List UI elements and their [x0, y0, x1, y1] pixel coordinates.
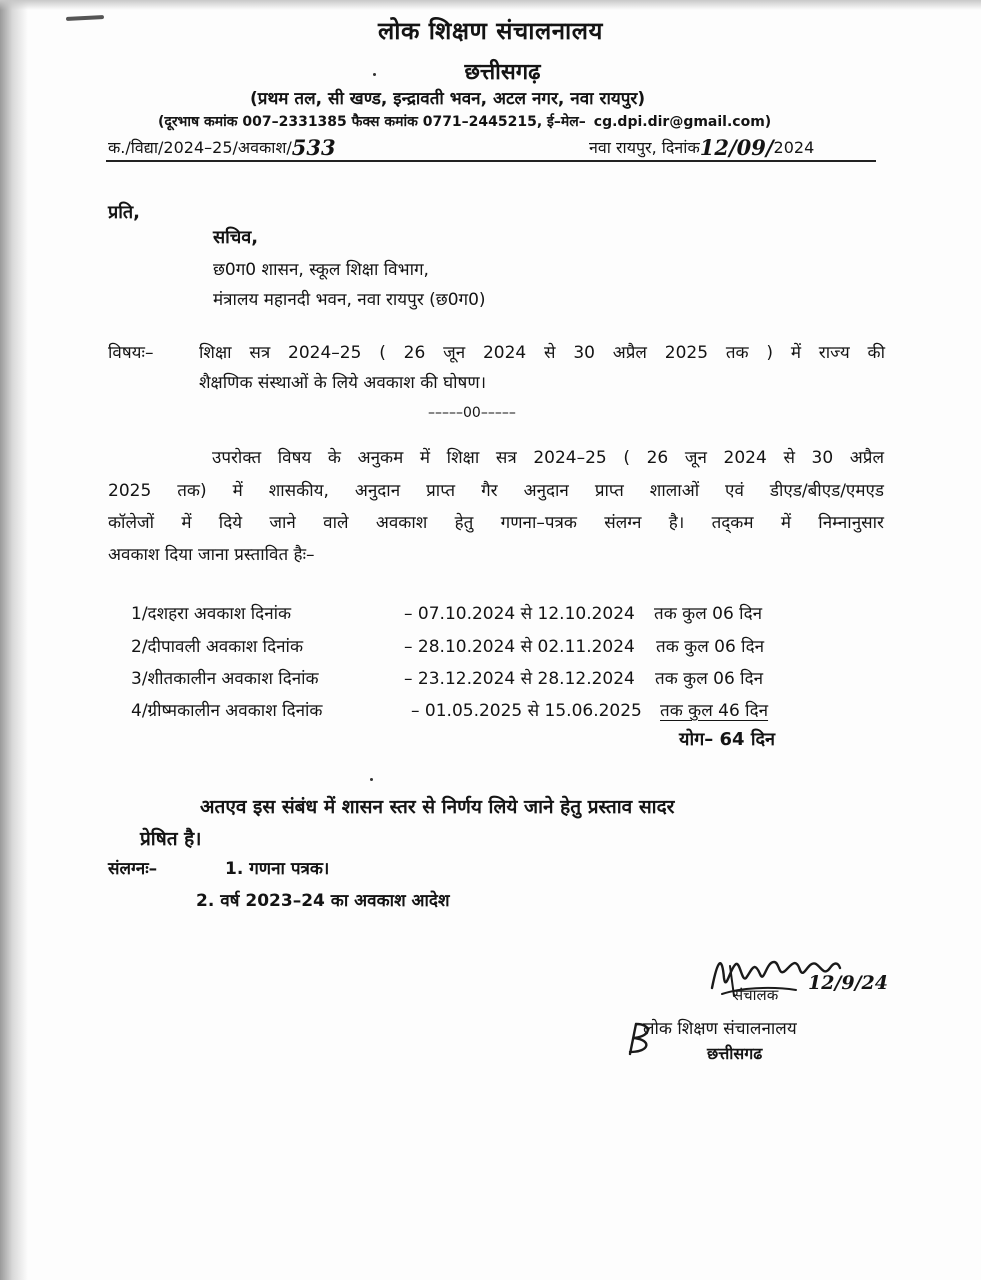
- handwritten-number: 533: [291, 135, 336, 160]
- body-line-1: उपरोक्त विषय के अनुकम में शिक्षा सत्र 2024–25 ( 26 जून 2024 से 30 अप्रैल: [212, 448, 884, 468]
- phone-fax: (दूरभाष कमांक 007–2331385 फैक्स कमांक 0771–2445215, ई–मेल–: [158, 114, 586, 130]
- header-rule: [106, 160, 876, 162]
- holiday-label: 3/शीतकालीन अवकाश दिनांक: [131, 669, 319, 689]
- holiday-range: – 28.10.2024 से 02.11.2024: [404, 637, 635, 657]
- place-date-prefix: नवा रायपुर, दिनांक: [589, 138, 700, 157]
- reference-number: [108, 135, 336, 160]
- closing-line-1: अतएव इस संबंध में शासन स्तर से निर्णय लिये जाने हेतु प्रस्ताव सादर: [200, 796, 675, 818]
- signature-date: 12/9/24: [808, 972, 888, 994]
- separator: –––––00–––––: [428, 405, 516, 421]
- recipient-department: छ0ग0 शासन, स्कूल शिक्षा विभाग,: [213, 260, 429, 280]
- handwritten-date: 12/09/: [699, 135, 774, 160]
- ink-dot: [370, 778, 373, 781]
- closing-line-2: प्रेषित है।: [140, 828, 202, 850]
- holiday-days: तक कुल 46 दिन: [660, 701, 769, 721]
- holiday-label: 1/दशहरा अवकाश दिनांक: [131, 604, 292, 624]
- enclosure-label: संलग्नः–: [108, 859, 158, 879]
- holiday-range: – 01.05.2025 से 15.06.2025: [411, 701, 642, 721]
- state-name: छत्तीसगढ़: [464, 60, 541, 85]
- body-line-3: कॉलेजों में दिये जाने वाले अवकाश हेतु गणना–पत्रक संलग्न है। तद्कम में निम्नानुसार: [108, 513, 884, 533]
- enclosure-item: 2. वर्ष 2023–24 का अवकाश आदेश: [196, 891, 450, 911]
- holiday-label: 4/ग्रीष्मकालीन अवकाश दिनांक: [131, 701, 323, 721]
- office-title: लोक शिक्षण संचालनालय: [378, 17, 603, 45]
- to-label: प्रति,: [108, 202, 141, 223]
- holiday-label: 2/दीपावली अवकाश दिनांक: [131, 637, 304, 657]
- holiday-range: – 07.10.2024 से 12.10.2024: [404, 604, 635, 624]
- signatory-state: छत्तीसगढ: [707, 1044, 763, 1063]
- subject-line-2: शैक्षणिक संस्थाओं के लिये अवकाश की घोषण।: [199, 373, 487, 393]
- scan-edge-shadow: [0, 0, 28, 1280]
- holiday-days: तक कुल 06 दिन: [656, 637, 765, 657]
- total-days: योग– 64 दिन: [679, 729, 776, 750]
- contact-line: [158, 112, 771, 131]
- signatory-title: संचालक: [733, 986, 779, 1004]
- holiday-days: तक कुल 06 दिन: [654, 604, 763, 624]
- recipient-address: मंत्रालय महानदी भवन, नवा रायपुर (छ0ग0): [213, 290, 486, 310]
- recipient-designation: सचिव,: [213, 227, 259, 248]
- office-address: (प्रथम तल, सी खण्ड, इन्द्रावती भवन, अटल नगर, नवा रायपुर): [250, 89, 646, 109]
- reference-prefix: क./विद्या/2024–25/अवकाश/: [108, 138, 292, 157]
- signatory-office: लोक शिक्षण संचालनालय: [643, 1019, 797, 1039]
- scan-top-shadow: [0, 0, 981, 10]
- holiday-range: – 23.12.2024 से 28.12.2024: [404, 669, 635, 689]
- body-line-2: 2025 तक) में शासकीय, अनुदान प्राप्त गैर अनुदान प्राप्त शालाओं एवं डीएड/बीएड/एमएड: [108, 481, 884, 501]
- date-year: 2024: [773, 138, 815, 157]
- body-line-4: अवकाश दिया जाना प्रस्तावित हैः–: [108, 545, 315, 565]
- subject-label: विषयः–: [108, 343, 154, 363]
- email-address: cg.dpi.dir@gmail.com): [593, 114, 772, 130]
- enclosure-item: 1. गणना पत्रक।: [225, 859, 330, 879]
- subject-line-1: शिक्षा सत्र 2024–25 ( 26 जून 2024 से 30 अप्रैल 2025 तक ) में राज्य की: [199, 343, 885, 363]
- holiday-days: तक कुल 06 दिन: [655, 669, 764, 689]
- place-date: [589, 135, 814, 160]
